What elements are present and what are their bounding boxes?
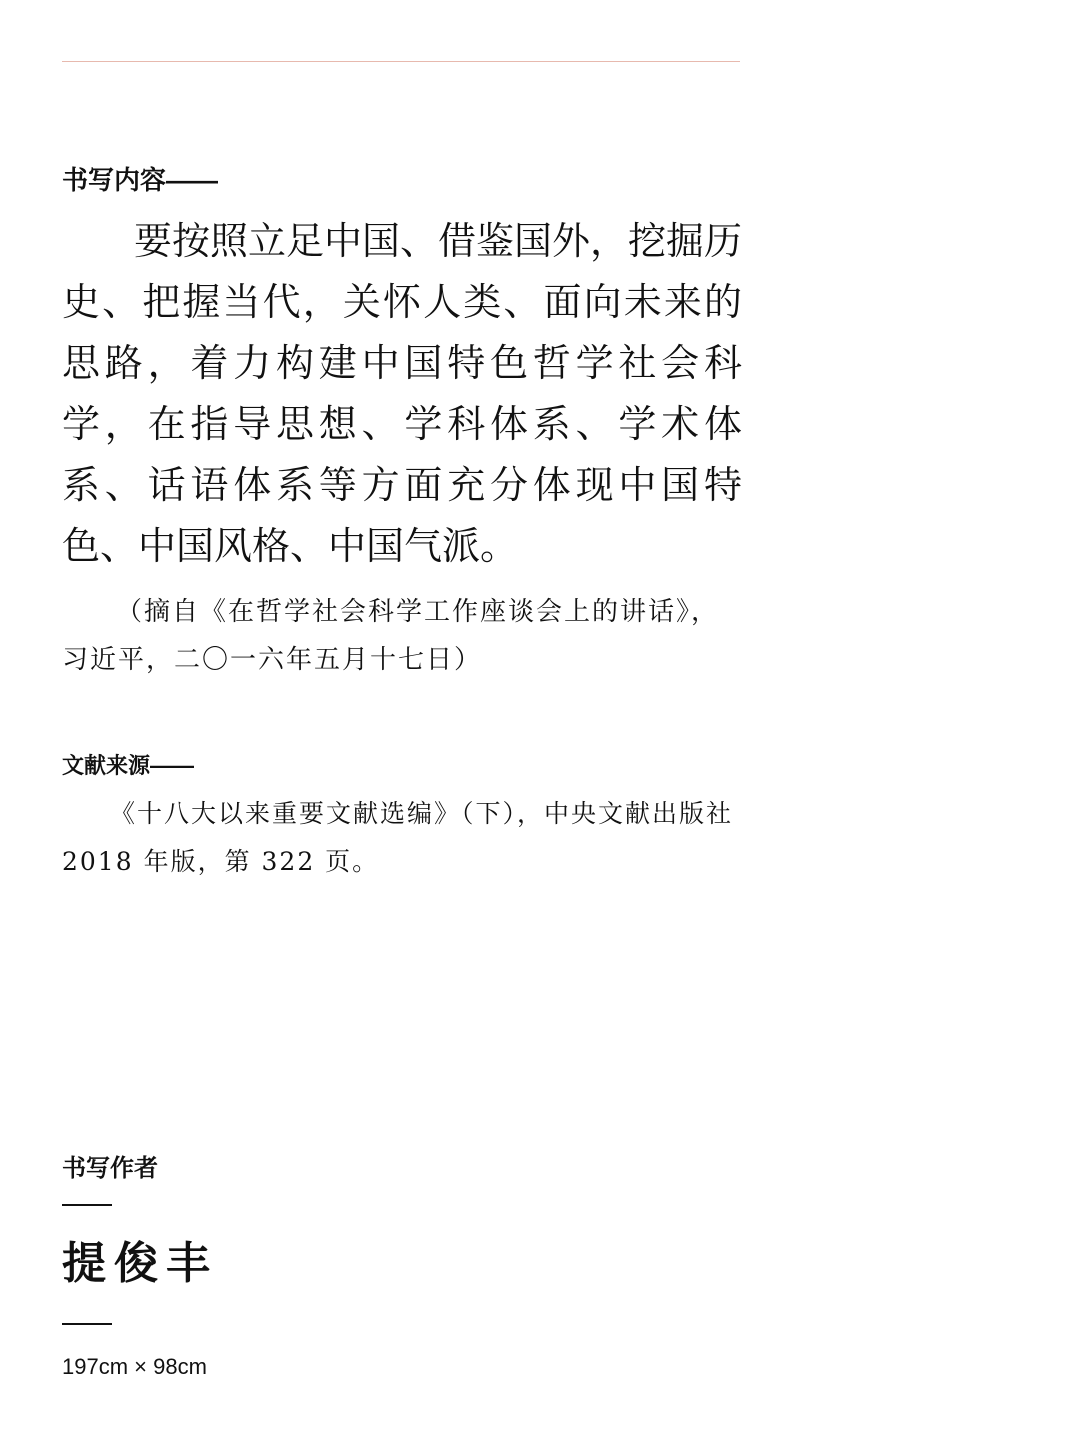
author-heading: 书写作者 — [62, 1155, 158, 1182]
calligraphy-content-text — [62, 211, 742, 577]
source-text-body: 《十八大以来重要文献选编》（下），中央文献出版社 2018 年版，第 322 页。 — [62, 799, 734, 876]
source-heading: 文献来源—— — [62, 753, 195, 778]
content-text-body: 要按照立足中国、借鉴国外，挖掘历史、把握当代，关怀人类、面向未来的思路，着力构建中国特色哲学社会科学，在指导思想、学科体系、学术体系、话语体系等方面充分体现中国特色、中国风格、中国气派。 — [62, 219, 743, 568]
citation-text — [62, 588, 742, 684]
top-divider — [62, 61, 740, 62]
author-divider-bottom — [62, 1323, 112, 1325]
content-heading: 书写内容—— — [62, 165, 219, 195]
citation-body: （摘自《在哲学社会科学工作座谈会上的讲话》，习近平，二〇一六年五月十七日） — [62, 597, 720, 675]
artwork-dimensions: 197cm × 98cm — [62, 1354, 207, 1379]
source-text — [62, 790, 742, 886]
author-name: 提俊丰 — [62, 1238, 218, 1289]
author-divider-top — [62, 1204, 112, 1206]
